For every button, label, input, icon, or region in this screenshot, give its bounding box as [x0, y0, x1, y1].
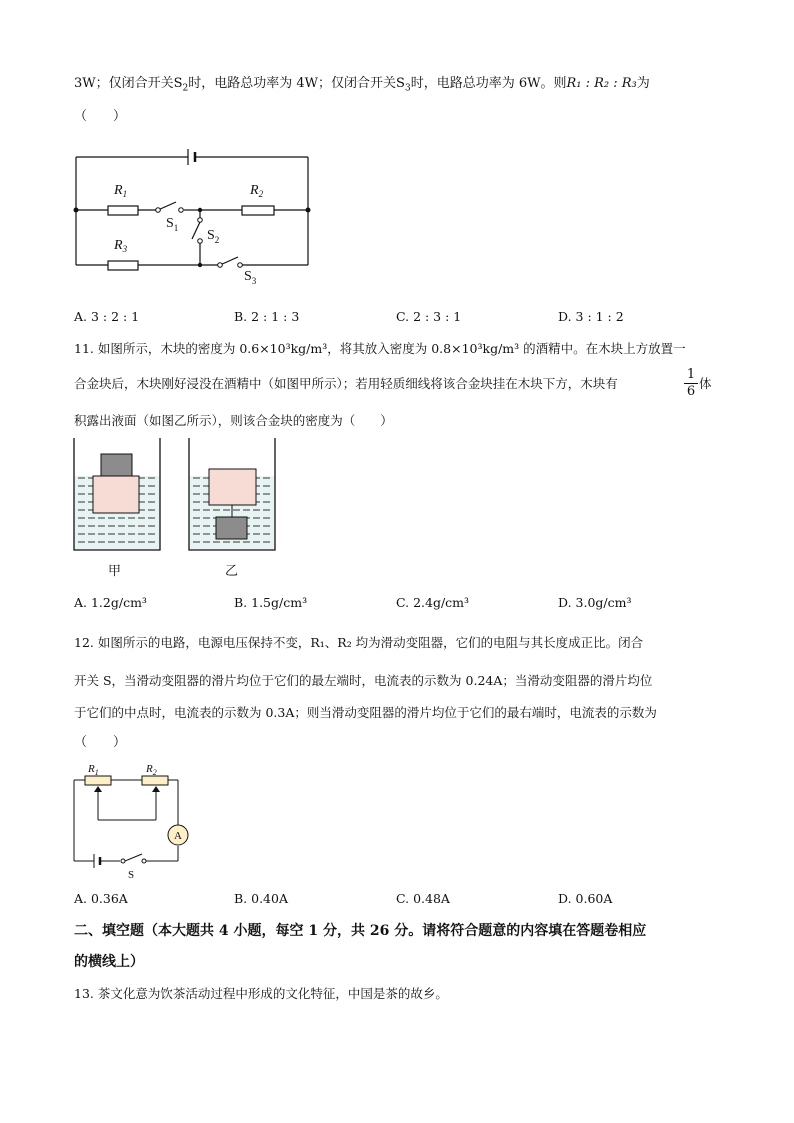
q13-stem-line-1: 13. 茶文化意为饮茶活动过程中形成的文化特征，中国是茶的故乡。	[74, 986, 448, 1001]
q12-option-b[interactable]: B. 0.40A	[234, 891, 288, 906]
q10-s2-contact	[198, 239, 203, 244]
q10-label-r2: $R_2$	[250, 183, 264, 199]
q12-rheostat-r1	[85, 776, 111, 785]
q10-text-d: 为	[636, 76, 650, 91]
q12-ammeter-label: A	[174, 830, 182, 842]
q10-s3-sub: 3	[404, 83, 411, 94]
q11-frac-num: 1	[686, 367, 696, 382]
q11-wood-block-yi	[209, 469, 256, 505]
q11-option-b[interactable]: B. 1.5g/cm³	[234, 595, 308, 610]
q10-switch-s3-blade	[220, 257, 238, 265]
q11-option-d[interactable]: D. 3.0g/cm³	[558, 595, 632, 610]
q10-resistor-r1	[108, 206, 138, 215]
q12-option-a[interactable]: A. 0.36A	[74, 891, 128, 906]
q10-node-left	[74, 208, 79, 213]
q12-label-r1: $R_1$	[88, 763, 99, 777]
q11-frac-den: 6	[686, 384, 696, 399]
q10-stem-line	[74, 75, 650, 98]
q10-s1-contact	[179, 208, 184, 213]
q11-label-jia: 甲	[108, 563, 122, 578]
q12-slider-arrows	[94, 786, 160, 792]
q10-node-right	[306, 208, 311, 213]
q12-slider-r1-arrow	[94, 786, 102, 792]
q11-container-yi	[189, 438, 275, 550]
q10-s2: S	[173, 76, 183, 91]
q10-s1-pivot	[156, 208, 161, 213]
q12-circuit-diagram	[70, 758, 200, 881]
q10-text-a: 3W；仅闭合开关	[74, 76, 174, 91]
q12-switch-pivot	[121, 859, 125, 863]
q10-option-d[interactable]: D. 3 : 1 : 2	[558, 309, 624, 324]
q10-label-s3: $S_3$	[244, 269, 257, 286]
q12-answer-paren: （ ）	[74, 735, 127, 750]
q12-switch-contact	[142, 859, 146, 863]
q10-option-c[interactable]: C. 2 : 3 : 1	[396, 309, 462, 324]
q12-stem-line-3: 于它们的中点时，电流表的示数为 0.3A；则当滑动变阻器的滑片均位于它们的最右端时，电流表的示数为	[74, 705, 657, 720]
q11-label-yi: 乙	[225, 563, 239, 578]
section-2-heading-line-2: 的横线上）	[74, 954, 144, 970]
q11-alloy-block-yi	[216, 517, 247, 539]
q12-switch-blade	[125, 854, 142, 861]
q10-answer-paren: （ ）	[74, 109, 127, 124]
q11-text-2a: 合金块后，木块刚好浸没在酒精中（如图甲所示）；若用轻质细线将该合金块挂在木块下方，木块有	[74, 376, 618, 391]
q10-resistor-r2	[242, 206, 274, 215]
q11-alloy-block-jia	[101, 454, 132, 476]
q10-option-b[interactable]: B. 2 : 1 : 3	[234, 309, 300, 324]
q11-stem-line-1: 11. 如图所示，木块的密度为 0.6×10³kg/m³，将其放入密度为 0.8×10³kg/m³ 的酒精中。在木块上方放置一	[74, 341, 686, 356]
q11-stem-line-3: 积露出液面（如图乙所示），则该合金块的密度为（ ）	[74, 413, 393, 428]
q11-text-2b: 体	[699, 376, 712, 391]
q12-rheostat-r2	[142, 776, 168, 785]
q10-switch-s2-blade	[192, 222, 200, 239]
q10-ratio: R₁ : R₂ : R₃	[566, 76, 637, 91]
q10-s3: S	[396, 76, 405, 91]
q11-stem-line-2	[74, 375, 618, 393]
q10-s3-pivot	[218, 263, 223, 268]
q10-s2-pivot	[198, 218, 203, 223]
q10-label-s2: $S_2$	[207, 228, 220, 245]
q12-label-switch: S	[128, 869, 135, 881]
q11-figure	[70, 438, 310, 588]
q11-option-c[interactable]: C. 2.4g/cm³	[396, 595, 470, 610]
q11-option-a[interactable]: A. 1.2g/cm³	[74, 595, 147, 610]
section-2-heading-line-1: 二、填空题（本大题共 4 小题，每空 1 分，共 26 分。请将符合题意的内容填在答题卷相应	[74, 923, 647, 939]
q11-fraction	[684, 368, 698, 399]
q10-node-mid	[198, 208, 202, 212]
q12-stem-line-1: 12. 如图所示的电路，电源电压保持不变，R₁、R₂ 均为滑动变阻器，它们的电阻与其长度成正比。闭合	[74, 635, 644, 650]
q11-container-jia	[74, 438, 160, 550]
q10-text-c: 时，电路总功率为 6W。则	[410, 76, 567, 91]
q10-resistor-r3	[108, 261, 138, 270]
q10-text-b: 时，电路总功率为 4W；仅闭合开关	[188, 76, 397, 91]
q10-node-bottom	[198, 263, 202, 267]
q12-option-c[interactable]: C. 0.48A	[396, 891, 450, 906]
q12-slider-r2-arrow	[152, 786, 160, 792]
q12-label-r2: $R_2$	[146, 763, 157, 777]
q10-s2-sub: 2	[182, 83, 189, 94]
q10-label-s1: $S_1$	[166, 216, 179, 233]
q12-stem-line-2: 开关 S，当滑动变阻器的滑片均位于它们的最左端时，电流表的示数为 0.24A；当滑动变阻器的滑片均位	[74, 673, 653, 688]
q10-circuit-diagram	[70, 145, 330, 285]
q10-s3-contact	[238, 263, 243, 268]
q10-label-r3: $R_3$	[114, 238, 128, 254]
q12-option-d[interactable]: D. 0.60A	[558, 891, 613, 906]
q10-label-r1: $R_1$	[114, 183, 128, 199]
q10-switch-s1-blade	[158, 202, 176, 210]
q10-option-a[interactable]: A. 3 : 2 : 1	[74, 309, 140, 324]
q11-wood-block-jia	[93, 476, 139, 513]
